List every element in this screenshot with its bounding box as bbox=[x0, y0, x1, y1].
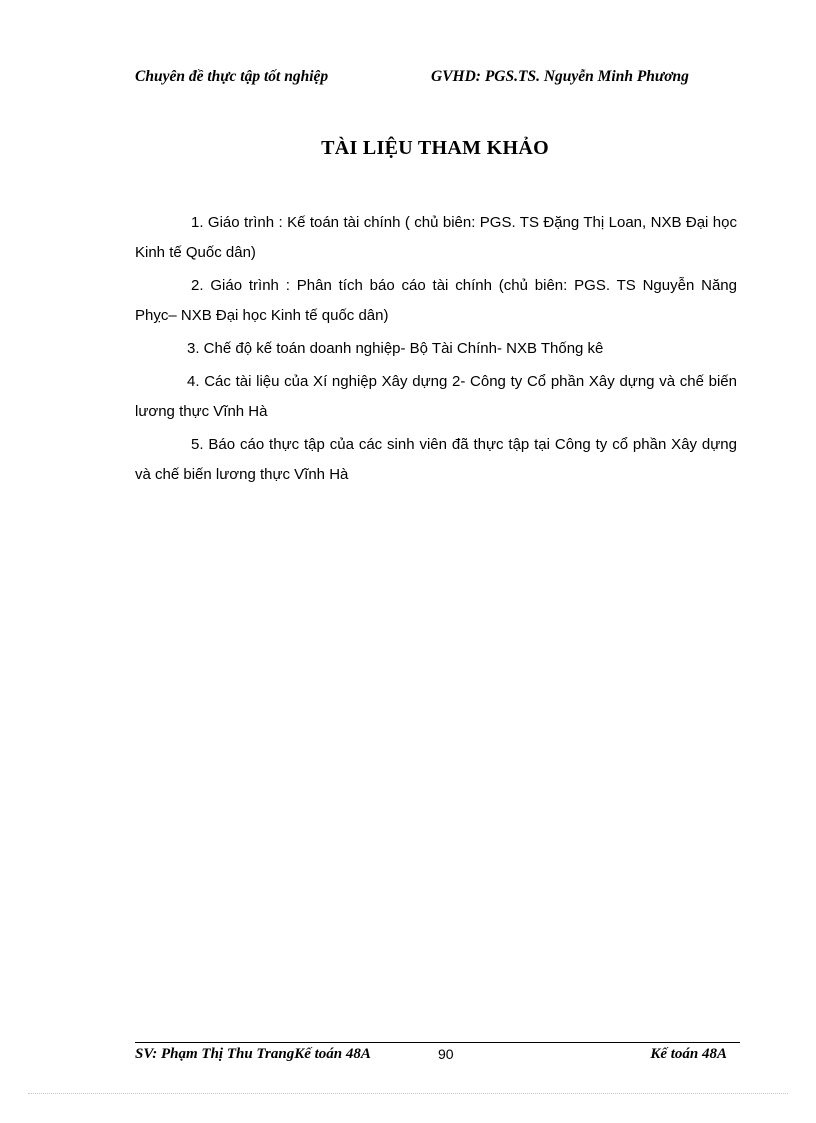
footer-class: Kế toán 48A bbox=[650, 1046, 727, 1062]
reference-item-3: 3. Chế độ kế toán doanh nghiệp- Bộ Tài Chính- NXB Thống kê bbox=[187, 340, 604, 357]
page-bottom-border bbox=[28, 1093, 788, 1094]
footer-divider bbox=[135, 1042, 740, 1043]
footer-student: SV: Phạm Thị Thu TrangKế toán 48A bbox=[135, 1046, 371, 1062]
reference-item-5: 5. Báo cáo thực tập của các sinh viên đã thực tập tại Công ty cổ phần Xây dựng và chế biến lương thực Vĩnh Hà bbox=[135, 436, 737, 483]
page-title: TÀI LIỆU THAM KHẢO bbox=[321, 137, 549, 159]
page-footer bbox=[135, 1046, 735, 1068]
reference-list bbox=[135, 208, 737, 493]
header-report-type: Chuyên đề thực tập tốt nghiệp bbox=[135, 68, 329, 85]
reference-item-4: 4. Các tài liệu của Xí nghiệp Xây dựng 2- Công ty Cổ phần Xây dựng và chế biến lương thực Vĩnh Hà bbox=[135, 373, 737, 420]
reference-item-2: 2. Giáo trình : Phân tích báo cáo tài chính (chủ biên: PGS. TS Nguyễn Năng Phỵc– NXB Đại học Kinh tế quốc dân) bbox=[135, 277, 737, 324]
page-header bbox=[135, 68, 735, 90]
reference-item-1: 1. Giáo trình : Kế toán tài chính ( chủ biên: PGS. TS Đặng Thị Loan, NXB Đại học Kinh tế Quốc dân) bbox=[135, 214, 737, 261]
header-supervisor: GVHD: PGS.TS. Nguyễn Minh Phương bbox=[431, 68, 689, 85]
page-number: 90 bbox=[438, 1046, 454, 1062]
